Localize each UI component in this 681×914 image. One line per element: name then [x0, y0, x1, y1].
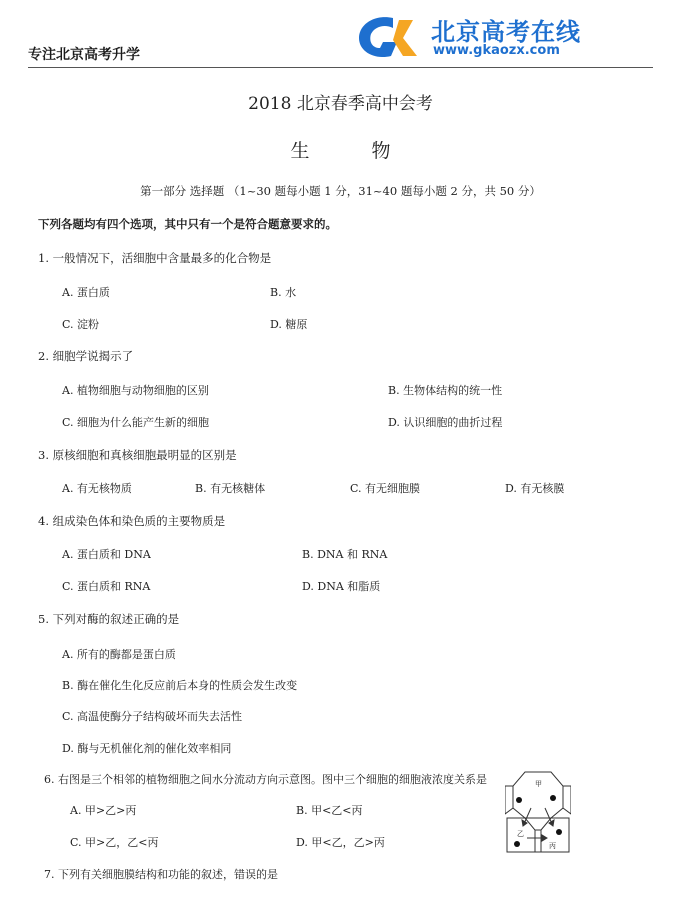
question-2: 2. 细胞学说揭示了	[38, 349, 134, 363]
gk-logo-icon	[353, 12, 431, 62]
option-6b: B. 甲<乙<丙	[296, 804, 363, 817]
logo-text: 北京高考在线	[431, 18, 581, 46]
option-3a: A. 有无核物质	[62, 482, 132, 495]
option-3c: C. 有无细胞膜	[350, 482, 421, 495]
option-5d: D. 酶与无机催化剂的催化效率相同	[62, 742, 232, 755]
option-1d: D. 糖原	[270, 318, 308, 331]
option-4b: B. DNA 和 RNA	[302, 548, 388, 561]
instruction: 下列各题均有四个选项，其中只有一个是符合题意要求的。	[38, 217, 337, 231]
option-1c: C. 淀粉	[62, 318, 100, 331]
header-tagline: 专注北京高考升学	[28, 47, 140, 63]
option-3d: D. 有无核膜	[505, 482, 565, 495]
header-divider	[28, 67, 653, 68]
option-6a: A. 甲>乙>丙	[70, 804, 137, 817]
option-2a: A. 植物细胞与动物细胞的区别	[62, 384, 209, 397]
site-logo	[353, 12, 593, 62]
option-2d: D. 认识细胞的曲折过程	[388, 416, 503, 429]
question-7: 7. 下列有关细胞膜结构和功能的叙述，错误的是	[44, 868, 278, 881]
option-6d: D. 甲<乙，乙>丙	[296, 836, 385, 849]
figure-label-bing: 丙	[549, 842, 556, 850]
option-1b: B. 水	[270, 286, 297, 299]
exam-title: 2018 北京春季高中会考	[248, 94, 433, 114]
logo-url: www.gkaozx.com	[433, 43, 560, 58]
option-2b: B. 生物体结构的统一性	[388, 384, 503, 397]
option-4a: A. 蛋白质和 DNA	[62, 548, 151, 561]
plant-cells-figure	[505, 768, 571, 856]
option-5b: B. 酶在催化生化反应前后本身的性质会发生改变	[62, 679, 298, 692]
option-3b: B. 有无核糖体	[195, 482, 266, 495]
exam-subject: 生 物	[290, 140, 419, 162]
question-4: 4. 组成染色体和染色质的主要物质是	[38, 514, 226, 528]
question-3: 3. 原核细胞和真核细胞最明显的区别是	[38, 448, 237, 462]
figure-label-yi: 乙	[517, 830, 524, 838]
option-6c: C. 甲>乙，乙<丙	[70, 836, 159, 849]
option-2c: C. 细胞为什么能产生新的细胞	[62, 416, 210, 429]
question-6: 6. 右图是三个相邻的植物细胞之间水分流动方向示意图。图中三个细胞的细胞液浓度关系是	[44, 773, 487, 786]
question-5: 5. 下列对酶的叙述正确的是	[38, 612, 180, 626]
option-1a: A. 蛋白质	[62, 286, 110, 299]
option-4c: C. 蛋白质和 RNA	[62, 580, 151, 593]
option-4d: D. DNA 和脂质	[302, 580, 381, 593]
question-1: 1. 一般情况下，活细胞中含量最多的化合物是	[38, 251, 272, 265]
section-heading: 第一部分 选择题 （1~30 题每小题 1 分，31~40 题每小题 2 分，共 50 分）	[140, 184, 541, 198]
figure-label-jia: 甲	[535, 780, 542, 788]
option-5a: A. 所有的酶都是蛋白质	[62, 648, 176, 661]
option-5c: C. 高温使酶分子结构破坏而失去活性	[62, 710, 243, 723]
